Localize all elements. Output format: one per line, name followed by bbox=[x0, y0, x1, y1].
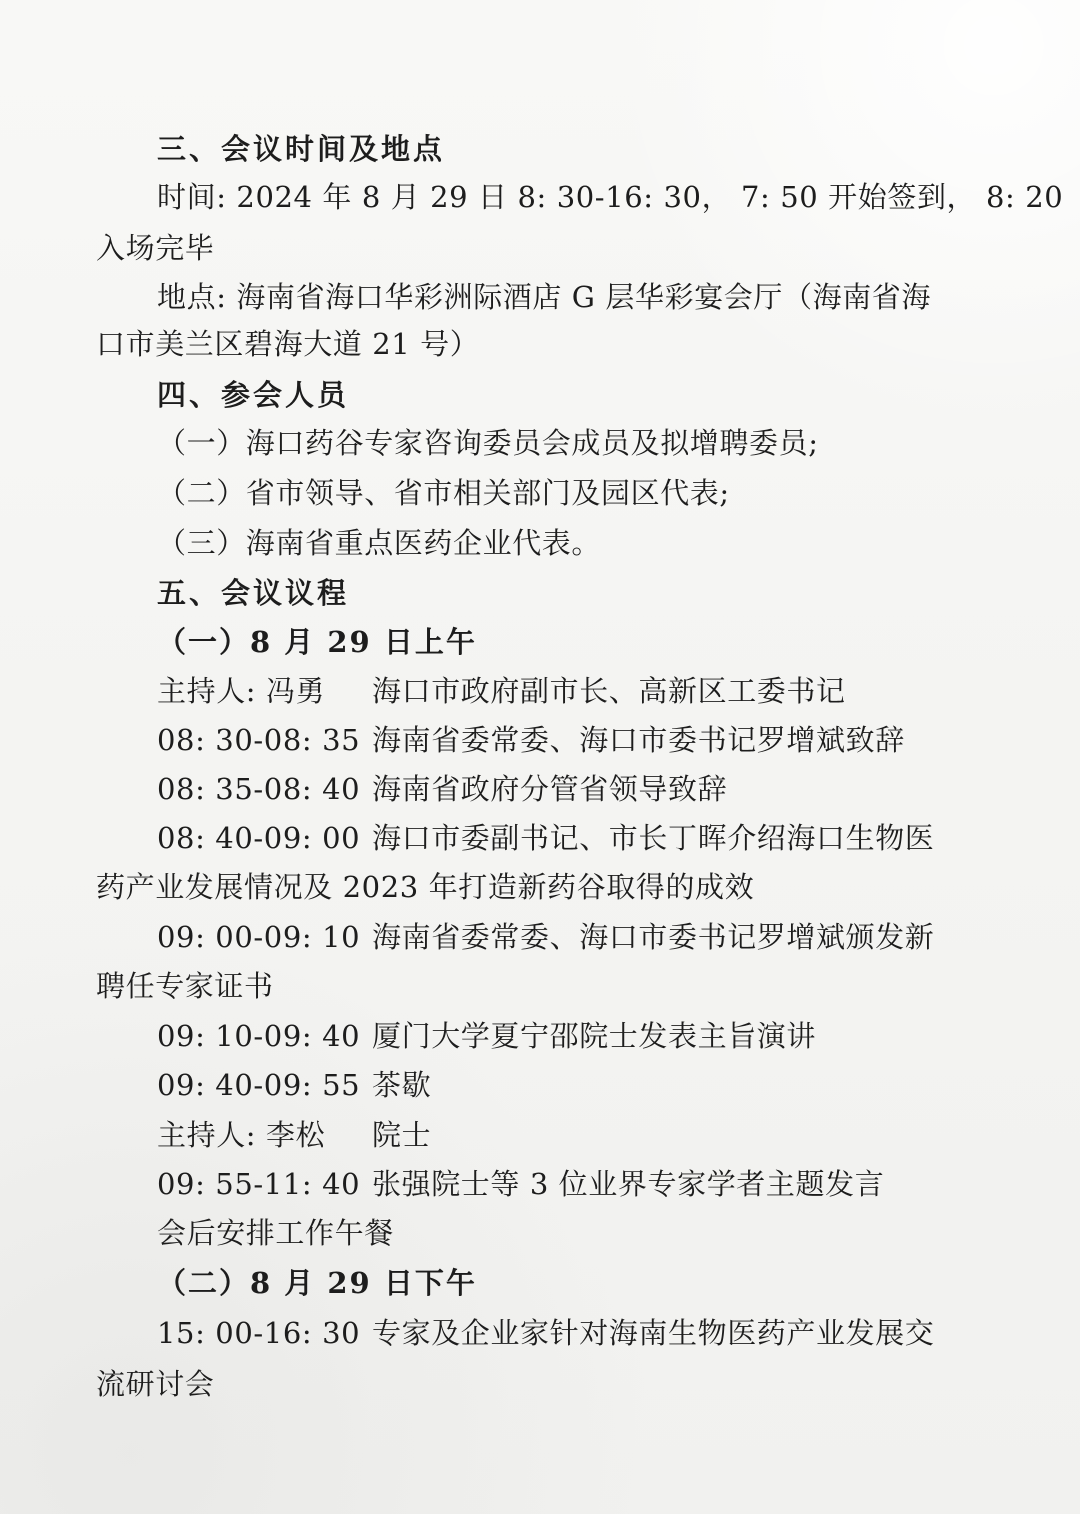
second-host-role: 院士 bbox=[372, 1118, 432, 1152]
agenda-event: 厦门大学夏宁邵院士发表主旨演讲 bbox=[372, 1019, 817, 1053]
agenda-time: 09: 00-09: 10 bbox=[157, 920, 361, 954]
afternoon-agenda-title: （二）8 月 29 日下午 bbox=[157, 1266, 477, 1300]
agenda-time: 08: 35-08: 40 bbox=[157, 772, 361, 806]
agenda-time: 09: 40-09: 55 bbox=[157, 1068, 361, 1102]
meeting-time-continuation: 入场完毕 bbox=[96, 231, 215, 265]
morning-host-role: 海口市政府副市长、高新区工委书记 bbox=[372, 674, 846, 708]
morning-agenda-title: （一）8 月 29 日上午 bbox=[157, 625, 477, 659]
section-5-heading: 五、会议议程 bbox=[157, 576, 350, 610]
attendee-item: （二）省市领导、省市相关部门及园区代表; bbox=[157, 476, 730, 510]
agenda-time: 08: 30-08: 35 bbox=[157, 723, 361, 757]
agenda-event: 海口市委副书记、市长丁晖介绍海口生物医 bbox=[372, 821, 935, 855]
attendee-item: （三）海南省重点医药企业代表。 bbox=[157, 526, 602, 560]
attendee-item: （一）海口药谷专家咨询委员会成员及拟增聘委员; bbox=[157, 426, 819, 460]
agenda-event-continuation: 药产业发展情况及 2023 年打造新药谷取得的成效 bbox=[96, 870, 755, 904]
second-host-label: 主持人: 李松 bbox=[157, 1118, 326, 1152]
agenda-event: 海南省委常委、海口市委书记罗增斌颁发新 bbox=[372, 920, 935, 954]
agenda-time: 08: 40-09: 00 bbox=[157, 821, 361, 855]
agenda-time: 09: 10-09: 40 bbox=[157, 1019, 361, 1053]
meeting-time-line: 时间: 2024 年 8 月 29 日 8: 30-16: 30， 7: 50 开始签到， 8: 20 bbox=[157, 180, 1064, 214]
agenda-time: 15: 00-16: 30 bbox=[157, 1316, 361, 1350]
meeting-location-line: 地点: 海南省海口华彩洲际酒店 G 层华彩宴会厅（海南省海 bbox=[157, 280, 931, 314]
meeting-location-continuation: 口市美兰区碧海大道 21 号） bbox=[96, 327, 480, 361]
agenda-time: 09: 55-11: 40 bbox=[157, 1167, 361, 1201]
section-4-heading: 四、参会人员 bbox=[157, 378, 350, 412]
agenda-event: 海南省政府分管省领导致辞 bbox=[372, 772, 728, 806]
agenda-event: 专家及企业家针对海南生物医药产业发展交 bbox=[372, 1316, 935, 1350]
agenda-event: 张强院士等 3 位业界专家学者主题发言 bbox=[372, 1167, 885, 1201]
lunch-note: 会后安排工作午餐 bbox=[157, 1216, 394, 1250]
agenda-event: 茶歇 bbox=[372, 1068, 432, 1102]
agenda-event: 海南省委常委、海口市委书记罗增斌致辞 bbox=[372, 723, 905, 757]
section-3-heading: 三、会议时间及地点 bbox=[157, 132, 446, 166]
agenda-event-continuation: 流研讨会 bbox=[96, 1367, 215, 1401]
morning-host-label: 主持人: 冯勇 bbox=[157, 674, 326, 708]
agenda-event-continuation: 聘任专家证书 bbox=[96, 969, 274, 1003]
